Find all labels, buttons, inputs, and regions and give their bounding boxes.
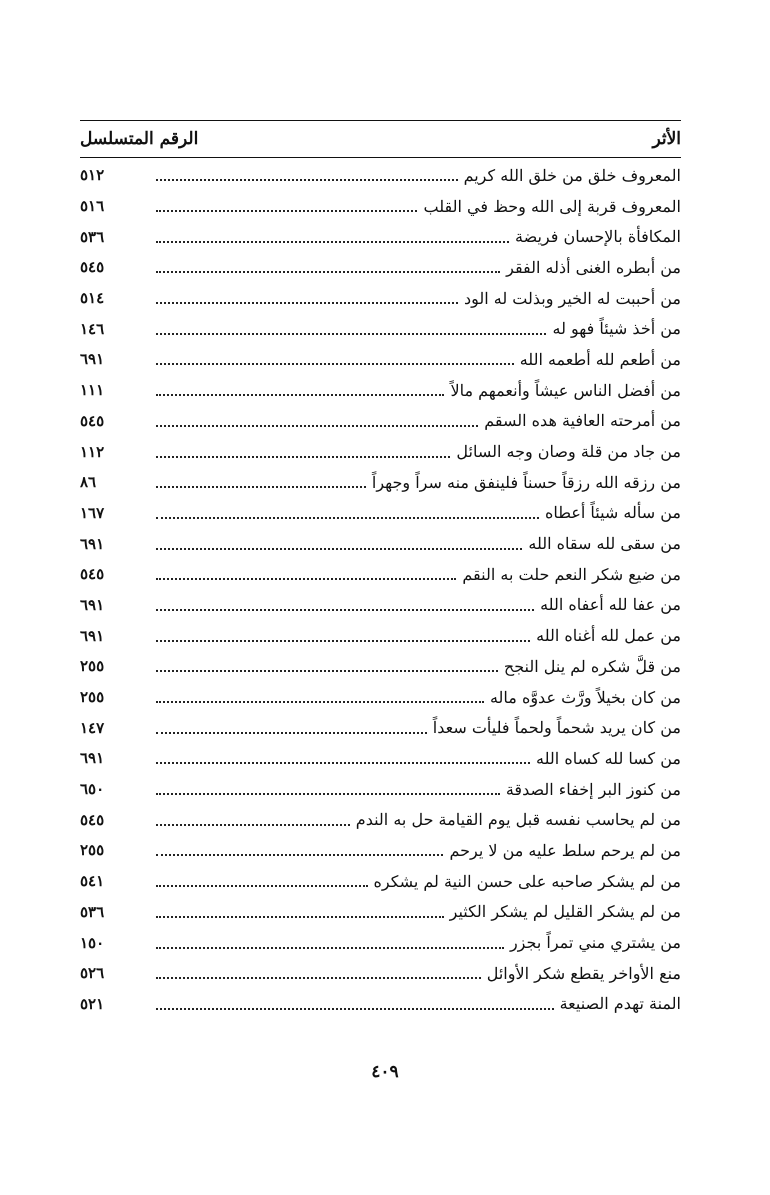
index-entry-row [80,927,681,958]
dot-leader [156,503,539,519]
entry-text: من كان بخيلاً ورَّث عدوَّه ماله [489,687,681,707]
dot-leader [156,902,444,918]
entry-text: من عمل لله أغناه الله [536,626,681,646]
entry-list [80,160,681,1019]
entry-text: من لم يشكر القليل لم يشكر الكثير [449,902,681,922]
index-entry-row [80,620,681,651]
index-entry-row [80,375,681,406]
dot-leader [156,626,530,642]
entry-serial-number: ٥٤٥ [80,411,105,430]
entry-serial-number: ٢٥٥ [80,657,105,676]
entry-text: من رزقه الله رزقاً حسناً فلينفق منه سراً وجهراً [371,472,681,492]
entry-text: من أحببت له الخير وبذلت له الود [463,288,681,308]
dot-leader [156,442,450,458]
index-entry-row [80,682,681,713]
entry-text: من سأله شيئاً أعطاه [544,503,681,523]
table-header [80,121,681,157]
dot-leader [156,564,456,580]
entry-text: من أمرحته العافية هده السقم [484,411,681,431]
entry-serial-number: ٥١٢ [80,166,105,185]
dot-leader [156,810,350,826]
entry-serial-number: ٥٣٦ [80,902,105,921]
entry-serial-number: ٥٤٥ [80,258,105,277]
index-entry-row [80,528,681,559]
entry-serial-number: ٥١٤ [80,289,105,308]
entry-serial-number: ١٤٧ [80,718,105,737]
index-entry-row [80,436,681,467]
index-entry-row [80,252,681,283]
entry-serial-number: ٥٢١ [80,994,105,1013]
index-entry-row [80,804,681,835]
dot-leader [156,349,514,365]
dot-leader [156,963,481,979]
index-entry-row [80,866,681,897]
entry-text: من أخذ شيئاً فهو له [552,319,681,339]
entry-serial-number: ٦٩١ [80,350,105,369]
entry-text: المعروف قربة إلى الله وحظ في القلب [423,196,681,216]
entry-serial-number: ٦٩١ [80,626,105,645]
header-title: الأثر [652,129,681,149]
entry-serial-number: ١٦٧ [80,503,105,522]
entry-text: من كنوز البر إخفاء الصدقة [505,779,681,799]
entry-text: من قلَّ شكره لم ينل النجح [503,656,681,676]
dot-leader [156,595,534,611]
index-entry-row [80,344,681,375]
entry-text: من ضيع شكر النعم حلت به النقم [462,564,681,584]
dot-leader [156,196,417,212]
index-entry-row [80,283,681,314]
dot-leader [156,227,509,243]
entry-serial-number: ١٤٦ [80,319,105,338]
dot-leader [156,288,458,304]
entry-text: من لم يشكر صاحبه على حسن النية لم يشكره [373,871,681,891]
index-entry-row [80,221,681,252]
index-entry-row [80,989,681,1020]
entry-text: منع الأواخر يقطع شكر الأوائل [486,963,681,983]
dot-leader [156,718,427,734]
entry-text: من لم يحاسب نفسه قبل يوم القيامة حل به الندم [355,810,681,830]
index-entry-row [80,897,681,928]
dot-leader [156,933,504,949]
index-entry-row [80,160,681,191]
entry-serial-number: ٦٩١ [80,595,105,614]
entry-serial-number: ١٥٠ [80,933,105,952]
index-entry-row [80,191,681,222]
entry-text: المعروف خلق من خلق الله كريم [463,165,681,185]
index-entry-row [80,498,681,529]
index-entry-row [80,835,681,866]
dot-leader [156,319,546,335]
dot-leader [156,687,484,703]
entry-serial-number: ٥٢٦ [80,964,105,983]
index-entry-row [80,651,681,682]
entry-text: من سقى لله سقاه الله [528,534,681,554]
entry-serial-number: ٢٥٥ [80,688,105,707]
entry-text: من أبطره الغنى أذله الفقر [506,257,681,277]
index-entry-row [80,467,681,498]
dot-leader [156,472,366,488]
entry-text: من أفضل الناس عيشاً وأنعمهم مالاً [450,380,681,400]
entry-text: من كان يريد شحماً ولحماً فليأت سعداً [432,718,681,738]
entry-serial-number: ٦٥٠ [80,780,105,799]
index-entry-row [80,743,681,774]
entry-serial-number: ٦٩١ [80,534,105,553]
dot-leader [156,411,478,427]
entry-serial-number: ١١٢ [80,442,105,461]
header-serial-label: الرقم المتسلسل [80,129,199,149]
entry-serial-number: ٥٣٦ [80,227,105,246]
dot-leader [156,779,500,795]
index-entry-row [80,559,681,590]
entry-text: المنة تهدم الصنيعة [559,994,681,1014]
dot-leader [156,380,444,396]
entry-serial-number: ٥١٦ [80,197,105,216]
entry-serial-number: ٨٦ [80,473,97,492]
dot-leader [156,165,458,181]
entry-text: من لم يرحم سلط عليه من لا يرحم [449,840,681,860]
index-page [80,120,681,1019]
dot-leader [156,994,554,1010]
index-entry-row [80,712,681,743]
entry-text: من جاد من قلة وصان وجه السائل [456,442,681,462]
entry-serial-number: ٢٥٥ [80,841,105,860]
entry-text: من يشتري مني تمراً بجزر [509,933,681,953]
index-entry-row [80,313,681,344]
entry-serial-number: ٥٤٥ [80,810,105,829]
entry-text: من عفا لله أعفاه الله [540,595,681,615]
dot-leader [156,871,368,887]
dot-leader [156,534,522,550]
dot-leader [156,656,498,672]
entry-text: من كسا لله كساه الله [536,748,681,768]
entry-text: المكافأة بالإحسان فريضة [515,227,681,247]
index-entry-row [80,406,681,437]
index-entry-row [80,590,681,621]
dot-leader [156,257,500,273]
page-number: ٤٠٩ [371,1062,399,1082]
header-rule [80,157,681,158]
entry-serial-number: ٦٩١ [80,749,105,768]
index-entry-row [80,958,681,989]
entry-serial-number: ٥٤١ [80,872,105,891]
entry-text: من أطعم لله أطعمه الله [519,349,681,369]
index-entry-row [80,774,681,805]
entry-serial-number: ٥٤٥ [80,565,105,584]
entry-serial-number: ١١١ [80,381,105,400]
dot-leader [156,840,443,856]
dot-leader [156,748,530,764]
